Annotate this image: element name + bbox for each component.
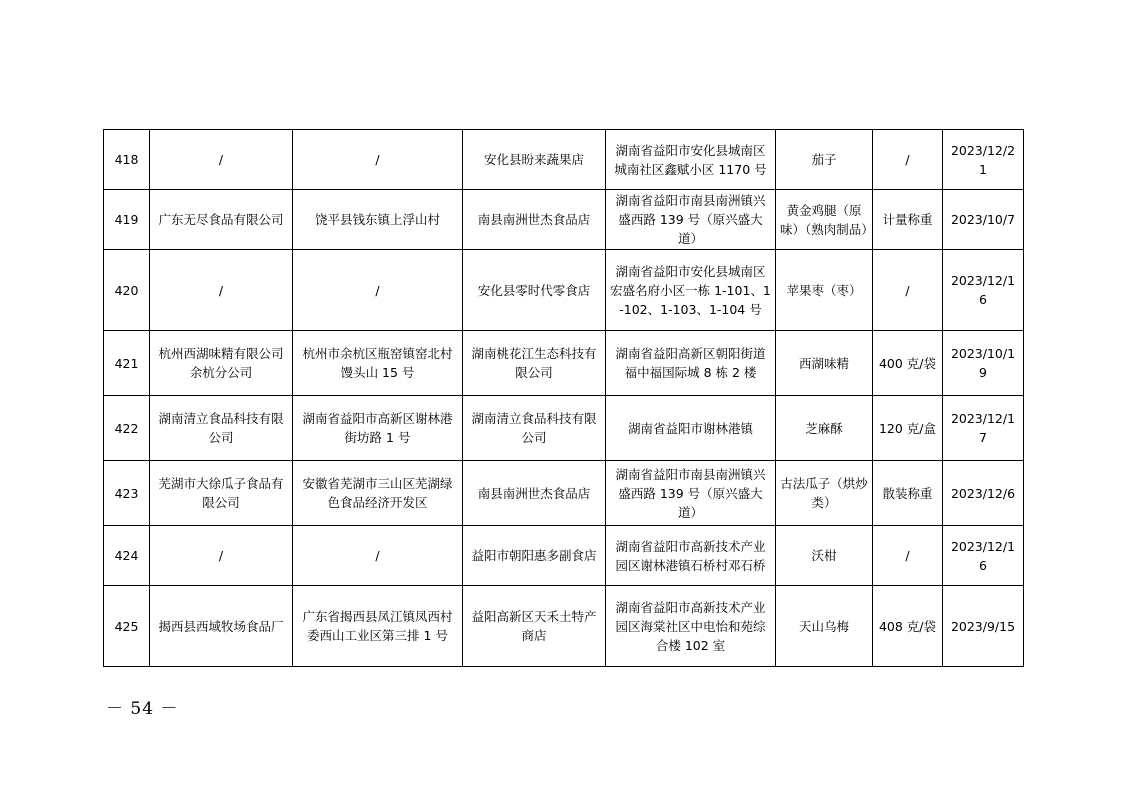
sampled-unit: 湖南桃花江生态科技有限公司	[463, 331, 606, 396]
page-number: － 54 －	[106, 699, 179, 719]
producer-address: 饶平县钱东镇上浮山村	[293, 190, 463, 250]
table-row	[104, 526, 1024, 586]
production-date: 2023/12/16	[943, 250, 1024, 331]
sampled-unit-address: 湖南省益阳市安化县城南区城南社区鑫赋小区 1170 号	[606, 130, 776, 190]
product-name: 沃柑	[776, 526, 873, 586]
sampled-unit-address: 湖南省益阳高新区朝阳街道福中福国际城 8 栋 2 楼	[606, 331, 776, 396]
sampled-unit-address: 湖南省益阳市南县南洲镇兴盛西路 139 号（原兴盛大道）	[606, 461, 776, 526]
product-name: 古法瓜子（烘炒类）	[776, 461, 873, 526]
producer-address: 广东省揭西县凤江镇凤西村委西山工业区第三排 1 号	[293, 586, 463, 667]
production-date: 2023/12/6	[943, 461, 1024, 526]
sampled-unit: 南县南洲世杰食品店	[463, 190, 606, 250]
specification: 408 克/袋	[873, 586, 943, 667]
producer-address: 湖南省益阳市高新区谢林港街坊路 1 号	[293, 396, 463, 461]
row-number: 420	[104, 250, 150, 331]
specification: 400 克/袋	[873, 331, 943, 396]
product-name: 芝麻酥	[776, 396, 873, 461]
sampled-unit: 益阳高新区天禾土特产商店	[463, 586, 606, 667]
sampling-results-table	[103, 129, 1024, 667]
producer-name: /	[150, 130, 293, 190]
producer-name: 芜湖市大徐瓜子食品有限公司	[150, 461, 293, 526]
producer-address: 安徽省芜湖市三山区芜湖绿色食品经济开发区	[293, 461, 463, 526]
sampled-unit-address: 湖南省益阳市高新技术产业园区谢林港镇石桥村邓石桥	[606, 526, 776, 586]
producer-name: 湖南清立食品科技有限公司	[150, 396, 293, 461]
production-date: 2023/10/19	[943, 331, 1024, 396]
sampled-unit: 益阳市朝阳惠多副食店	[463, 526, 606, 586]
producer-name: 广东无尽食品有限公司	[150, 190, 293, 250]
row-number: 422	[104, 396, 150, 461]
specification: 计量称重	[873, 190, 943, 250]
specification: /	[873, 250, 943, 331]
row-number: 425	[104, 586, 150, 667]
row-number: 419	[104, 190, 150, 250]
table-row	[104, 130, 1024, 190]
production-date: 2023/12/16	[943, 526, 1024, 586]
row-number: 418	[104, 130, 150, 190]
row-number: 424	[104, 526, 150, 586]
table-row	[104, 250, 1024, 331]
product-name: 黄金鸡腿（原味）（熟肉制品）	[776, 190, 873, 250]
sampled-unit-address: 湖南省益阳市安化县城南区宏盛名府小区一栋 1-101、1-102、1-103、1-104 号	[606, 250, 776, 331]
table-row	[104, 586, 1024, 667]
table-row	[104, 190, 1024, 250]
sampled-unit-address: 湖南省益阳市谢林港镇	[606, 396, 776, 461]
specification: /	[873, 526, 943, 586]
producer-name: /	[150, 526, 293, 586]
production-date: 2023/12/17	[943, 396, 1024, 461]
sampled-unit-address: 湖南省益阳市高新技术产业园区海棠社区中电怡和苑综合楼 102 室	[606, 586, 776, 667]
row-number: 421	[104, 331, 150, 396]
producer-address: /	[293, 526, 463, 586]
producer-address: /	[293, 250, 463, 331]
sampled-unit: 安化县零时代零食店	[463, 250, 606, 331]
specification: 120 克/盒	[873, 396, 943, 461]
product-name: 西湖味精	[776, 331, 873, 396]
production-date: 2023/10/7	[943, 190, 1024, 250]
production-date: 2023/12/21	[943, 130, 1024, 190]
sampled-unit: 南县南洲世杰食品店	[463, 461, 606, 526]
producer-name: /	[150, 250, 293, 331]
product-name: 茄子	[776, 130, 873, 190]
table-row	[104, 461, 1024, 526]
producer-name: 杭州西湖味精有限公司余杭分公司	[150, 331, 293, 396]
sampled-unit: 湖南清立食品科技有限公司	[463, 396, 606, 461]
sampled-unit: 安化县盼来蔬果店	[463, 130, 606, 190]
row-number: 423	[104, 461, 150, 526]
production-date: 2023/9/15	[943, 586, 1024, 667]
product-name: 天山乌梅	[776, 586, 873, 667]
producer-address: 杭州市余杭区瓶窑镇窑北村馒头山 15 号	[293, 331, 463, 396]
product-name: 苹果枣（枣）	[776, 250, 873, 331]
producer-name: 揭西县西域牧场食品厂	[150, 586, 293, 667]
specification: /	[873, 130, 943, 190]
table-row	[104, 331, 1024, 396]
table-row	[104, 396, 1024, 461]
sampled-unit-address: 湖南省益阳市南县南洲镇兴盛西路 139 号（原兴盛大道）	[606, 190, 776, 250]
producer-address: /	[293, 130, 463, 190]
specification: 散装称重	[873, 461, 943, 526]
